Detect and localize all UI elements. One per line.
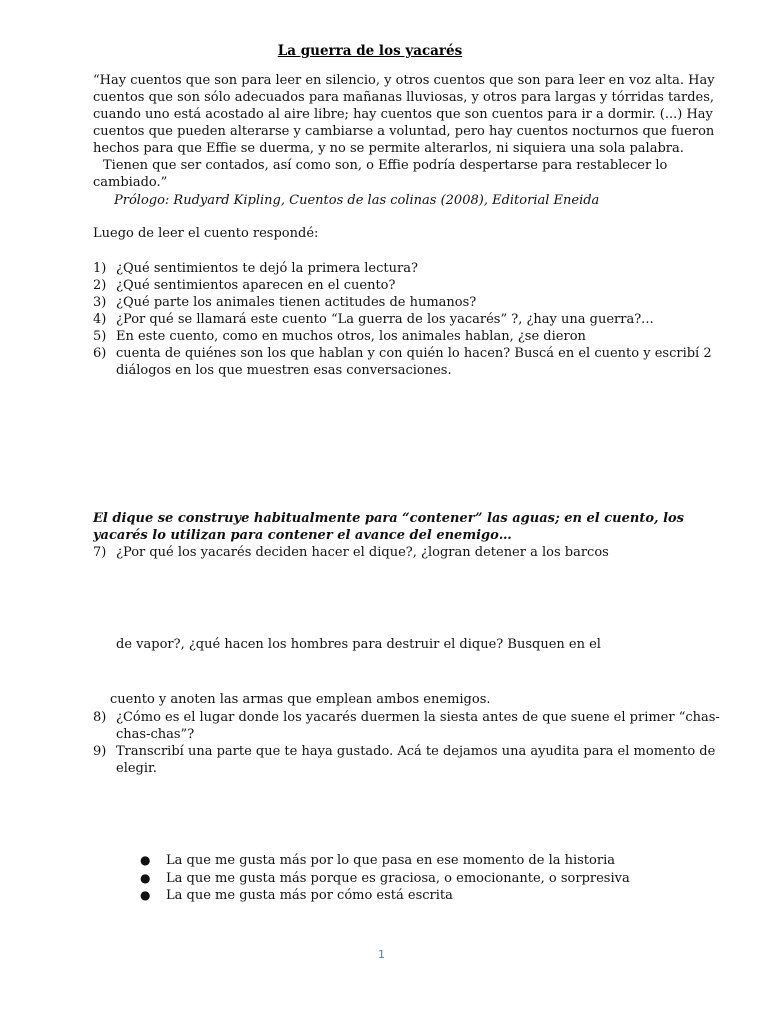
- question-number: 9): [93, 744, 107, 759]
- bullet-text: La que me gusta más por cómo está escrita: [166, 888, 453, 903]
- question-item: [93, 311, 723, 328]
- question-text: ¿Qué parte los animales tienen actitudes de humanos?: [116, 295, 477, 310]
- bullet-text: La que me gusta más porque es graciosa, o emocionante, o sorpresiva: [166, 870, 630, 886]
- question-text: Transcribí una parte que te haya gustado. Acá te dejamos una ayudita para el momento de elegir.: [116, 744, 716, 776]
- question-item: [93, 743, 723, 777]
- bullet-icon: ●: [140, 888, 151, 902]
- question-number: 7): [93, 545, 107, 560]
- question-item: [93, 294, 723, 311]
- question-number: 1): [93, 261, 107, 276]
- question-text: ¿Por qué se llamará este cuento “La guerra de los yacarés” ?, ¿hay una guerra?...: [116, 312, 654, 327]
- question-number: 3): [93, 295, 107, 310]
- quote-paragraph-2: Tienen que ser contados, así como son, o Effie podría despertarse para restablecer lo cambiado.”: [93, 158, 668, 190]
- question-list-2: [93, 709, 723, 777]
- question-item: [93, 277, 723, 294]
- question-text: cuenta de quiénes son los que hablan y con quién lo hacen? Buscá en el cuento y escribí 2 diálogos en los que muestren esas conversaciones.: [116, 346, 712, 378]
- question-item: [93, 544, 723, 561]
- prologue-citation: Prólogo: Rudyard Kipling, Cuentos de las colinas (2008), Editorial Eneida: [114, 193, 600, 208]
- quote-paragraph: “Hay cuentos que son para leer en silencio, y otros cuentos que son para leer en voz alta. Hay cuentos que son sólo adecuados para mañanas lluviosas, y otros para largas y tórridas tardes, cuando uno está acostado al aire libre; hay cuentos que son cuentos para ir a dormir. (...) Hay cuentos que pueden alterarse y cambiarse a voluntad, pero hay cuentos nocturnos que fueron hechos para que Effie se duerma, y no se permite alterarlos, ni siquiera una sola palabra.: [93, 73, 715, 156]
- bullet-icon: ●: [140, 870, 151, 885]
- question-text: ¿Qué sentimientos aparecen en el cuento?: [116, 278, 396, 293]
- question-item: [93, 709, 723, 743]
- list-item: [140, 852, 700, 870]
- document-title: La guerra de los yacarés: [277, 43, 463, 59]
- question-text: ¿Qué sentimientos te dejó la primera lectura?: [116, 261, 418, 276]
- instructions-intro: Luego de leer el cuento respondé:: [93, 226, 319, 241]
- page-number: 1: [378, 948, 385, 961]
- question-number: 6): [93, 346, 107, 361]
- question-item: [93, 345, 723, 379]
- bullet-icon: ●: [140, 853, 151, 867]
- question-7-continuation-2: cuento y anoten las armas que emplean ambos enemigos.: [110, 692, 491, 707]
- question-text: ¿Cómo es el lugar donde los yacarés duermen la siesta antes de que suene el primer “chas-chas-chas”?: [116, 710, 720, 742]
- dique-note: El dique se construye habitualmente para “contener” las aguas; en el cuento, los yacarés lo utilizan para contener el avance del enemigo…: [93, 511, 684, 543]
- question-number: 8): [93, 710, 107, 725]
- kipling-quote: [93, 72, 723, 191]
- list-item: [140, 887, 700, 905]
- bullet-list: [140, 852, 700, 905]
- question-text: ¿Por qué los yacarés deciden hacer el dique?, ¿logran detener a los barcos: [116, 545, 609, 560]
- question-list: [93, 260, 723, 379]
- question-text: En este cuento, como en muchos otros, los animales hablan, ¿se dieron: [116, 329, 586, 344]
- question-item: [93, 260, 723, 277]
- question-7-continuation: de vapor?, ¿qué hacen los hombres para destruir el dique? Busquen en el: [116, 637, 601, 652]
- question-number: 4): [93, 312, 107, 327]
- bullet-text: La que me gusta más por lo que pasa en ese momento de la historia: [166, 853, 615, 868]
- question-number: 5): [93, 329, 107, 344]
- question-number: 2): [93, 278, 107, 293]
- list-item: [140, 870, 700, 888]
- question-item: [93, 328, 723, 345]
